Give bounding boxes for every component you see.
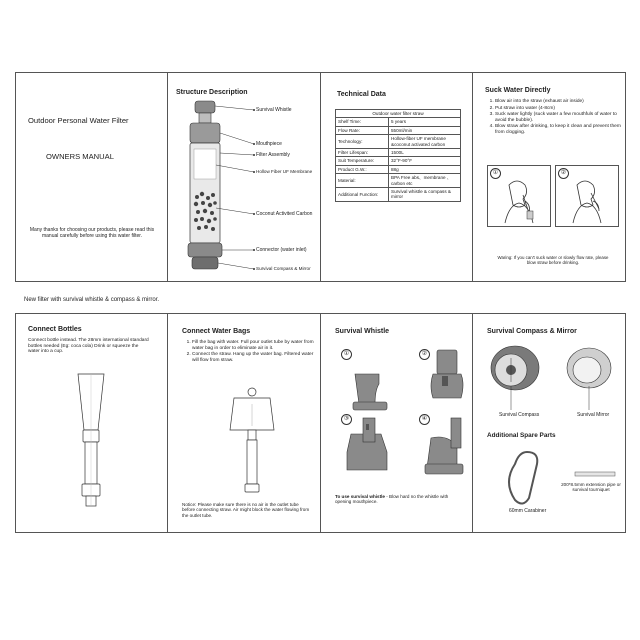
bottom-sheet xyxy=(15,313,626,533)
pipe-label: 200*8.5mm extension pipe or survival tourniquet xyxy=(561,482,621,493)
label-mouthpiece: Mouthpiece xyxy=(256,141,282,147)
suck-steps xyxy=(487,99,623,137)
technical-title: Technical Data xyxy=(337,91,386,98)
spec-row: Shelf Time: 5 years xyxy=(336,118,461,126)
whistle-mark-2: ② xyxy=(419,349,430,360)
connector-part xyxy=(188,243,222,257)
whistle-mark-3: ③ xyxy=(341,414,352,425)
mouthpiece-part xyxy=(190,123,220,143)
extension-pipe-icon xyxy=(575,472,615,476)
bottles-panel xyxy=(16,314,168,532)
bottles-text: Connect bottle instead. The 28mm international standard bottles needed (Eg: coca cola) Drink or squeeze the water into a cup. xyxy=(28,338,149,355)
step-mark-1: ① xyxy=(490,168,501,179)
label-filter-assembly: Filter Assembly xyxy=(256,152,290,158)
whistle-text-bold: To use survival whistle xyxy=(335,494,385,499)
top-sheet xyxy=(15,72,626,282)
caption: New filter with survival whistle & compass & mirror. xyxy=(24,297,160,303)
carabiner-label: 60mm Carabiner xyxy=(509,508,547,514)
carabiner-icon xyxy=(509,452,537,504)
suck-step: 4. Blow straw after drinking, to keep it clean and prevent them from clogging. xyxy=(495,124,623,135)
spare-title: Additional Spare Parts xyxy=(487,432,556,439)
spec-row: Technology: Hollow-fiber UF membrane &coconut activated carbon xyxy=(336,135,461,149)
compass-cap xyxy=(192,257,218,269)
suck-panel xyxy=(473,73,625,281)
technical-panel xyxy=(321,73,473,281)
whistle-title: Survival Whistle xyxy=(335,328,390,335)
spec-table-header: Outdoor water filter straw xyxy=(336,110,461,118)
label-compass-mirror: Survival Compass & Mirror xyxy=(256,266,311,271)
suck-warning: Waring: If you can't suck water or slowly flow rate, please blow straw before drinking. xyxy=(497,255,609,266)
bags-panel xyxy=(168,314,321,532)
spec-row: Additional Function: Survival whistle & compass & mirror xyxy=(336,188,461,202)
suck-step: 1. Blow air into the straw (exhaust air inside) xyxy=(495,99,623,105)
compass-mirror-illustration xyxy=(473,314,625,532)
whistle-mark-1: ① xyxy=(341,349,352,360)
person-drinking-illustration xyxy=(487,165,617,225)
whistle-text xyxy=(335,494,465,505)
spec-table xyxy=(335,109,461,202)
structure-title: Structure Description xyxy=(176,89,248,96)
whistle-mark-4: ④ xyxy=(419,414,430,425)
step-mark-2: ② xyxy=(558,168,569,179)
label-connector: Connector (water inlet) xyxy=(256,247,307,253)
suck-step: 2. Put straw into water (4-8cm) xyxy=(495,106,623,112)
cover-title: Outdoor Personal Water Filter xyxy=(28,116,129,125)
whistle-text-rest: - Blow hard no the whistle with opening mouthpiece. xyxy=(335,494,449,505)
bottles-title: Connect Bottles xyxy=(28,326,82,333)
spec-row: Filter Lifespan: 1500L xyxy=(336,149,461,157)
cover-panel xyxy=(16,73,168,281)
spec-row: Flow Rate: 550ml/min xyxy=(336,126,461,134)
compass-icon xyxy=(491,346,539,390)
label-survival-whistle: Survival Whistle xyxy=(256,107,292,113)
bottle-straw-illustration xyxy=(16,314,168,532)
label-uf-membrane: Hollow Fiber UF Membrane xyxy=(256,169,313,174)
bags-step: 2. Connect the straw. Hang up the water bag. Filtered water will flow from straw. xyxy=(192,352,320,363)
suck-step: 3. Suck water lightly (suck water a few mouthfuls of water to avoid the bubble). xyxy=(495,112,623,123)
bags-title: Connect Water Bags xyxy=(182,328,251,335)
suck-title: Suck Water Directly xyxy=(485,87,551,94)
structure-panel xyxy=(168,73,321,281)
bags-step: 1. Fill the bag with water. Full pour outlet tube by water from water bag in order to eliminate air in it. xyxy=(192,340,320,351)
compass-panel xyxy=(473,314,625,532)
bags-notice: Notice: Please make sure there is no air in the outlet tube before connecting straw. Air might block the water flowing from the outlet tube. xyxy=(182,502,310,518)
label-coconut-carbon: Coconut Activited Carbon xyxy=(256,211,313,217)
whistle-part xyxy=(195,101,215,113)
whistle-panel xyxy=(321,314,473,532)
mirror-icon xyxy=(567,348,611,388)
cover-subtitle: OWNERS MANUAL xyxy=(46,152,114,161)
spec-row: Product G.W.: 88g xyxy=(336,165,461,173)
cover-thanks: Many thanks for choosing our products, please read this manual carefully before using this water filter. xyxy=(29,227,155,240)
water-bag-illustration xyxy=(168,314,321,532)
compass-title: Survival Compass & Mirror xyxy=(487,328,577,335)
spec-row: Suit Temperature: 32°F-90°F xyxy=(336,157,461,165)
compass-label: Survival Compass xyxy=(499,412,540,418)
spec-row: Material: BPA Free abs、membrane 、carbon etc xyxy=(336,174,461,188)
mirror-label: Survival Mirror xyxy=(577,412,610,418)
